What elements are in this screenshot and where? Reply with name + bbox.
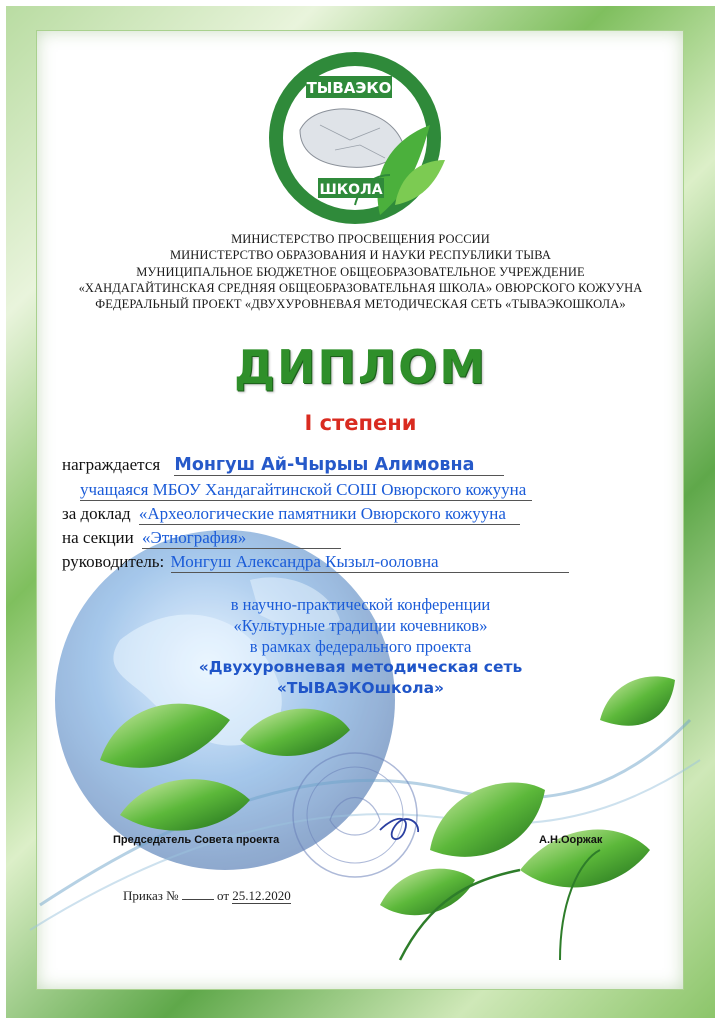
header-line: МУНИЦИПАЛЬНОЕ БЮДЖЕТНОЕ ОБЩЕОБРАЗОВАТЕЛЬНОЕ УЧРЕЖДЕНИЕ: [136, 264, 585, 279]
order-date: 25.12.2020: [232, 888, 291, 903]
student-line: учащаяся МБОУ Хандагайтинской СОШ Овюрского кожууна: [80, 480, 532, 501]
conference-line: в научно-практической конференции: [230, 595, 491, 614]
awarded-name: Монгуш Ай-Чырыы Алимовна: [174, 455, 504, 476]
header-institutions: [40, 231, 681, 312]
order-date-label: от: [217, 888, 230, 903]
supervisor-row: [62, 552, 569, 573]
logo-top-text: ТЫВАЭКО: [306, 79, 392, 97]
header-line: МИНИСТЕРСТВО ОБРАЗОВАНИЯ И НАУКИ РЕСПУБЛИКИ ТЫВА: [169, 248, 552, 263]
conference-block: [0, 594, 721, 699]
header-line: ФЕДЕРАЛЬНЫЙ ПРОЕКТ «ДВУХУРОВНЕВАЯ МЕТОДИЧЕСКАЯ СЕТЬ «ТЫВАЭКОШКОЛА»: [95, 297, 626, 312]
signature-role: Председатель Совета проекта: [113, 834, 280, 846]
order-line: [123, 888, 291, 904]
supervisor-name: Монгуш Александра Кызыл-ооловна: [171, 552, 569, 573]
report-label: за доклад: [62, 504, 131, 523]
signature-name: А.Н.Ооржак: [539, 834, 603, 846]
conference-line: в рамках федерального проекта: [249, 637, 472, 656]
order-label: Приказ №: [123, 888, 179, 903]
order-number: [182, 899, 214, 900]
header-line: МИНИСТЕРСТВО ПРОСВЕЩЕНИЯ РОССИИ: [231, 232, 490, 246]
supervisor-label: руководитель:: [62, 552, 165, 571]
section-label: на секции: [62, 528, 134, 547]
report-title: «Археологические памятники Овюрского кожууна: [139, 504, 520, 525]
awarded-label: награждается: [62, 455, 161, 474]
conference-project-line: «Двухуровневая методическая сеть: [198, 658, 523, 676]
report-row: [62, 504, 520, 525]
section-row: [62, 528, 341, 549]
section-name: «Этнография»: [142, 528, 341, 549]
awarded-row: [62, 455, 504, 476]
logo-bottom-text: ШКОЛА: [319, 182, 383, 198]
conference-line: «Культурные традиции кочевников»: [233, 616, 488, 635]
diploma-degree: I степени: [304, 411, 417, 435]
diploma-title: ДИПЛОМ: [233, 340, 488, 394]
conference-project-line: «ТЫВАЭКОшкола»: [276, 679, 445, 697]
student-row: [62, 480, 532, 501]
header-line: «ХАНДАГАЙТИНСКАЯ СРЕДНЯЯ ОБЩЕОБРАЗОВАТЕЛЬНАЯ ШКОЛА» ОВЮРСКОГО КОЖУУНА: [78, 280, 643, 295]
